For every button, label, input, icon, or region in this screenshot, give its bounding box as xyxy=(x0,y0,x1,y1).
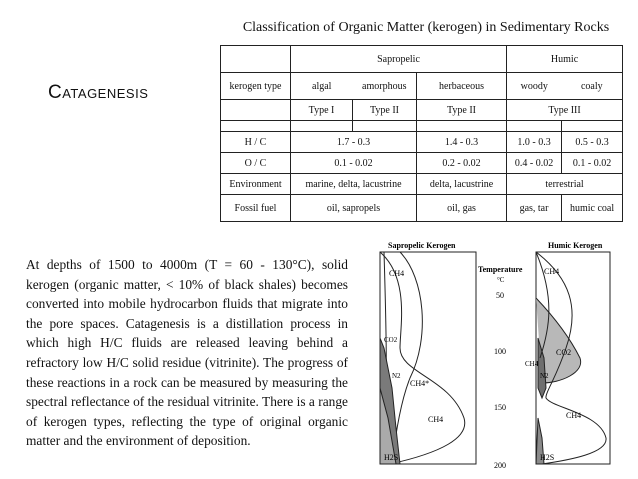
table-row-hc xyxy=(221,132,623,153)
table-row-groups xyxy=(221,46,623,73)
table-row-oc xyxy=(221,153,623,174)
table-row-spacer xyxy=(221,121,623,132)
body-paragraph: At depths of 1500 to 4000m (T = 60 - 130°C), solid kerogen (organic matter, < 10% of black shales) becomes converted into mobile hydrocarbon fluids that migrate into the pore spaces. Catagenesis is a distillation process in which high H/C fluids are released leaving behind a refractory low H/C solid residue (vitrinite). The progress of these reactions in a rock can be measured by measuring the spectral reflectance of the residual vitrinite. There is a range of kerogen types, reflecting the type of original organic matter and the environment of deposition. xyxy=(26,257,348,449)
label-h2s-right: H2S xyxy=(540,453,555,462)
table-cell-empty xyxy=(221,46,291,73)
label-ch4-top-right: CH4 xyxy=(544,267,560,276)
label-ch4-low-right: CH4 xyxy=(566,411,582,420)
table-cell-hc-3: 1.0 - 0.3 xyxy=(507,132,562,153)
table-cell-fuel-1: oil, sapropels xyxy=(291,195,417,222)
table-cell-fuel-3: gas, tar xyxy=(507,195,562,222)
table-cell-type-2b: Type II xyxy=(417,100,507,121)
table-row-environment xyxy=(221,174,623,195)
table-header-humic: Humic xyxy=(507,46,623,73)
temp-tick-100: 100 xyxy=(494,347,506,356)
table-cell-env-2: delta, lacustrine xyxy=(417,174,507,195)
section-heading: Catagenesis xyxy=(48,82,149,103)
table-row-fossil-fuel xyxy=(221,195,623,222)
table-cell-fuel-2: oil, gas xyxy=(417,195,507,222)
table-label-environment: Environment xyxy=(221,174,291,195)
temp-tick-200: 200 xyxy=(494,461,506,470)
kerogen-gas-diagram xyxy=(370,238,620,474)
sapropelic-title: Sapropelic Kerogen xyxy=(388,241,456,250)
label-ch4-top-left: CH4 xyxy=(389,269,405,278)
table-cell-amorphous: amorphous xyxy=(353,73,417,100)
table-cell-oc-3: 0.4 - 0.02 xyxy=(507,153,562,174)
table-cell-woody: woody xyxy=(507,73,562,100)
table-cell-oc-1: 0.1 - 0.02 xyxy=(291,153,417,174)
humic-title: Humic Kerogen xyxy=(548,241,603,250)
table-cell-herbaceous: herbaceous xyxy=(417,73,507,100)
table-row-types xyxy=(221,100,623,121)
table-cell-hc-2: 1.4 - 0.3 xyxy=(417,132,507,153)
table-cell-hc-4: 0.5 - 0.3 xyxy=(562,132,623,153)
label-co2-left: CO2 xyxy=(384,336,398,344)
label-ch4-mid-left: CH4* xyxy=(410,379,430,388)
temperature-label: Temperature xyxy=(478,265,523,274)
table-label-hc: H / C xyxy=(221,132,291,153)
slide-title: Classification of Organic Matter (kerogen) in Sedimentary Rocks xyxy=(242,20,610,35)
table-cell-oc-2: 0.2 - 0.02 xyxy=(417,153,507,174)
table-label-kerogen-type: kerogen type xyxy=(221,73,291,100)
table-label-fossil-fuel: Fossil fuel xyxy=(221,195,291,222)
table-cell-coaly: coaly xyxy=(562,73,623,100)
table-cell-env-1: marine, delta, lacustrine xyxy=(291,174,417,195)
label-n2-left: N2 xyxy=(392,372,401,380)
temp-tick-150: 150 xyxy=(494,403,506,412)
label-h2s-left: H2S xyxy=(384,453,399,462)
table-cell-type-1: Type I xyxy=(291,100,353,121)
table-header-sapropelic: Sapropelic xyxy=(291,46,507,73)
table-label-oc: O / C xyxy=(221,153,291,174)
temp-tick-50: 50 xyxy=(496,291,504,300)
table-cell-type-3: Type III xyxy=(507,100,623,121)
temperature-unit: °C xyxy=(497,276,505,284)
table-cell-algal: algal xyxy=(291,73,353,100)
label-ch4-low-left: CH4 xyxy=(428,415,444,424)
label-co2-right: CO2 xyxy=(556,348,572,357)
table-cell-env-3: terrestrial xyxy=(507,174,623,195)
label-n2-right: N2 xyxy=(540,372,549,380)
kerogen-table xyxy=(220,45,623,222)
table-cell-empty xyxy=(221,100,291,121)
label-ch4-mid-right: CH4 xyxy=(525,360,539,368)
table-cell-oc-4: 0.1 - 0.02 xyxy=(562,153,623,174)
table-cell-type-2a: Type II xyxy=(353,100,417,121)
table-cell-hc-1: 1.7 - 0.3 xyxy=(291,132,417,153)
table-cell-fuel-4: humic coal xyxy=(562,195,623,222)
table-row-kerogen-type xyxy=(221,73,623,100)
